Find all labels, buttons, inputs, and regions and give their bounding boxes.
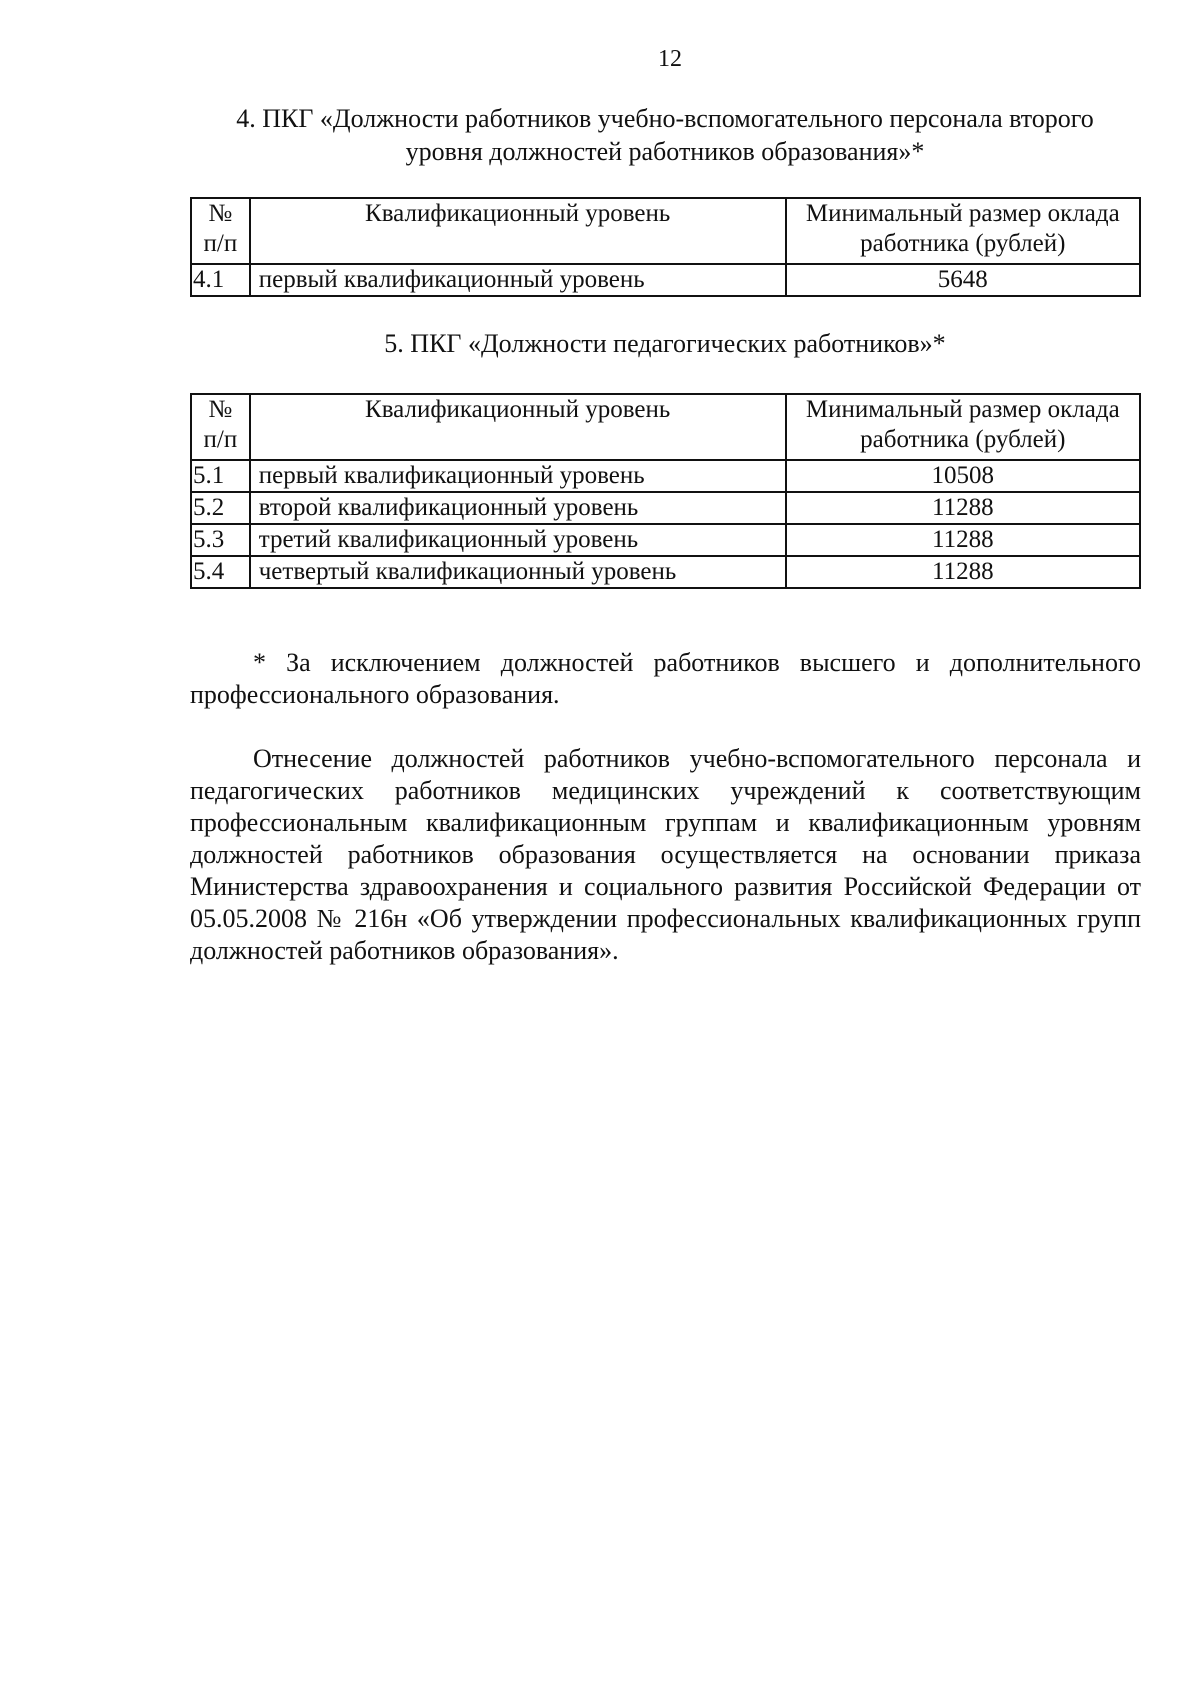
header-minimum-salary: [786, 394, 1140, 460]
row-number: 4.1: [191, 264, 250, 296]
section-4-salary-table: [190, 197, 1141, 297]
table-row: [191, 524, 1140, 556]
header-number-line-1: №: [208, 200, 233, 227]
row-minimum-salary: 11288: [786, 556, 1140, 588]
header-qualification-level: Квалификационный уровень: [250, 198, 786, 264]
header-qualification-level: Квалификационный уровень: [250, 394, 786, 460]
section-5-salary-table: [190, 393, 1141, 589]
row-qualification-level: четвертый квалификационный уровень: [250, 556, 786, 588]
table-row: [191, 460, 1140, 492]
header-number-line-2: п/п: [203, 426, 238, 453]
row-minimum-salary: 11288: [786, 492, 1140, 524]
page-number: 12: [658, 46, 682, 72]
row-number: 5.2: [191, 492, 250, 524]
footnote: * За исключением должностей работников высшего и дополнительного профессионального образования.: [190, 648, 1141, 709]
section-4-title-line-1: 4. ПКГ «Должности работников учебно-вспомогательного персонала второго: [236, 104, 1094, 133]
row-minimum-salary: 5648: [786, 264, 1140, 296]
row-qualification-level: второй квалификационный уровень: [250, 492, 786, 524]
header-salary-line-1: Минимальный размер оклада: [805, 396, 1120, 423]
table-row: [191, 264, 1140, 296]
section-4-title-line-2: уровня должностей работников образования»*: [405, 137, 925, 166]
row-number: 5.4: [191, 556, 250, 588]
row-number: 5.3: [191, 524, 250, 556]
header-number: [191, 198, 250, 264]
header-salary-line-1: Минимальный размер оклада: [805, 200, 1120, 227]
section-4-title: [190, 102, 1140, 168]
row-number: 5.1: [191, 460, 250, 492]
table-row: [191, 556, 1140, 588]
row-qualification-level: первый квалификационный уровень: [250, 460, 786, 492]
row-qualification-level: первый квалификационный уровень: [250, 264, 786, 296]
section-5-title: 5. ПКГ «Должности педагогических работников»*: [384, 329, 946, 358]
header-number-line-2: п/п: [203, 230, 238, 257]
header-salary-line-2: работника (рублей): [860, 230, 1066, 257]
header-salary-line-2: работника (рублей): [860, 426, 1066, 453]
header-minimum-salary: [786, 198, 1140, 264]
header-number-line-1: №: [208, 396, 233, 423]
row-minimum-salary: 10508: [786, 460, 1140, 492]
header-number: [191, 394, 250, 460]
main-paragraph: Отнесение должностей работников учебно-вспомогательного персонала и педагогических работников медицинских учреждений к соответствующим профессиональным квалификационным группам и квалификационным уровням должностей работников образования осуществляется на основании приказа Министерства здравоохранения и социального развития Российской Федерации от 05.05.2008 № 216н «Об утверждении профессиональных квалификационных групп должностей работников образования».: [190, 744, 1141, 965]
table-row: [191, 492, 1140, 524]
table-header-row: [191, 394, 1140, 460]
table-header-row: [191, 198, 1140, 264]
row-minimum-salary: 11288: [786, 524, 1140, 556]
row-qualification-level: третий квалификационный уровень: [250, 524, 786, 556]
